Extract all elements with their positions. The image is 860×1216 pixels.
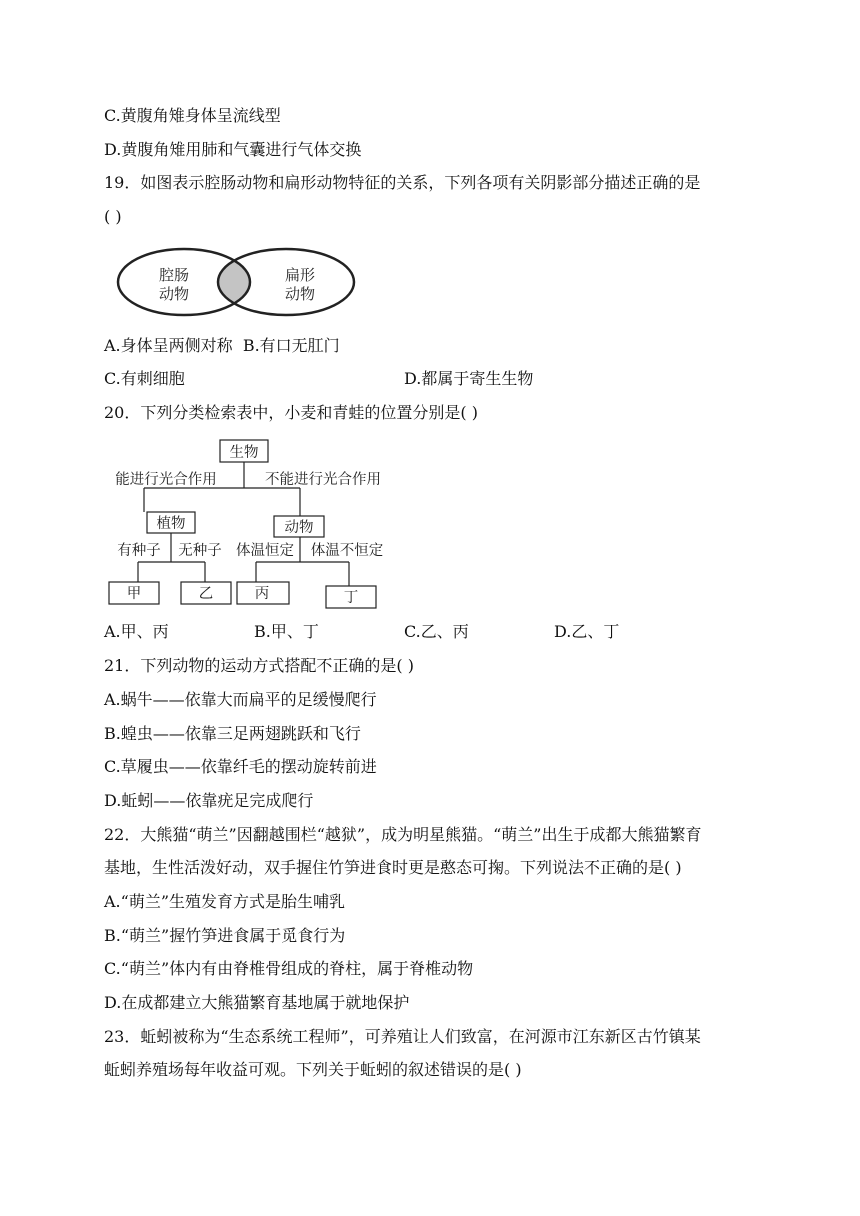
q21-option-a: A.蜗牛——依靠大而扁平的足缓慢爬行 — [104, 690, 377, 709]
label-plant: 植物 — [156, 516, 186, 532]
q19-stem-line-1: 19．如图表示腔肠动物和扁形动物特征的关系，下列各项有关阴影部分描述正确的是 — [104, 173, 701, 192]
q22-option-b: B.“萌兰”握竹笋进食属于觅食行为 — [104, 926, 346, 945]
label-leaf-4: 丁 — [343, 590, 359, 606]
label-animal: 动物 — [284, 520, 314, 536]
label-no-photosynthesis: 不能进行光合作用 — [265, 472, 381, 488]
q21-option-b: B.蝗虫——依靠三足两翅跳跃和飞行 — [104, 724, 361, 743]
q23-stem-line-2: 蚯蚓养殖场每年收益可观。下列关于蚯蚓的叙述错误的是( ) — [104, 1060, 522, 1079]
label-has-seed: 有种子 — [117, 543, 161, 559]
q21-option-d: D.蚯蚓——依靠疣足完成爬行 — [104, 791, 314, 810]
q19-option-d: D.都属于寄生生物 — [404, 369, 534, 388]
label-no-seed: 无种子 — [178, 543, 222, 559]
q19-option-c: C.有刺细胞 — [104, 369, 185, 388]
label-leaf-1: 甲 — [126, 586, 142, 602]
q18-option-c: C.黄腹角雉身体呈流线型 — [104, 106, 281, 125]
q21-stem: 21．下列动物的运动方式搭配不正确的是( ) — [104, 656, 414, 675]
label-constant-temp: 体温恒定 — [236, 543, 294, 559]
q19-options-row-2 — [104, 369, 704, 389]
q19-options-row-1 — [104, 336, 340, 356]
q23-stem-line-1: 23．蚯蚓被称为“生态系统工程师”，可养殖让人们致富，在河源市江东新区古竹镇某 — [104, 1027, 701, 1046]
label-organism: 生物 — [229, 445, 259, 461]
q19-stem-line-2: ( ) — [104, 207, 122, 226]
q22-option-a: A.“萌兰”生殖发育方式是胎生哺乳 — [104, 892, 346, 911]
q20-options-row — [104, 622, 724, 642]
venn-left-label-1: 腔肠 — [158, 266, 190, 284]
q18-option-d: D.黄腹角雉用肺和气囊进行气体交换 — [104, 140, 362, 159]
label-variable-temp: 体温不恒定 — [310, 543, 384, 559]
q22-option-d: D.在成都建立大熊猫繁育基地属于就地保护 — [104, 993, 410, 1012]
q20-option-a: A.甲、丙 — [104, 622, 169, 641]
label-leaf-2: 乙 — [198, 586, 214, 602]
q22-stem-line-1: 22．大熊猫“萌兰”因翻越围栏“越狱”，成为明星熊猫。“萌兰”出生于成都大熊猫繁育 — [104, 825, 702, 844]
venn-right-label-2: 动物 — [284, 285, 316, 303]
label-leaf-3: 丙 — [254, 586, 270, 602]
venn-left-label-2: 动物 — [158, 285, 190, 303]
q20-option-d: D.乙、丁 — [554, 622, 620, 641]
q20-option-c: C.乙、丙 — [404, 622, 469, 641]
q20-option-b: B.甲、丁 — [254, 622, 319, 641]
q19-option-b: B.有口无肛门 — [242, 336, 340, 355]
q19-option-a: A.身体呈两侧对称 — [104, 336, 233, 355]
venn-diagram — [112, 244, 364, 322]
classification-key-diagram — [104, 436, 394, 612]
q22-option-c: C.“萌兰”体内有由脊椎骨组成的脊柱，属于脊椎动物 — [104, 959, 474, 978]
q22-stem-line-2: 基地，生性活泼好动，双手握住竹笋进食时更是憨态可掬。下列说法不正确的是( ) — [104, 858, 682, 877]
q21-option-c: C.草履虫——依靠纤毛的摆动旋转前进 — [104, 757, 377, 776]
label-photosynthesis: 能进行光合作用 — [115, 472, 217, 488]
venn-right-label-1: 扁形 — [284, 266, 316, 284]
q20-stem: 20．下列分类检索表中，小麦和青蛙的位置分别是( ) — [104, 403, 478, 422]
